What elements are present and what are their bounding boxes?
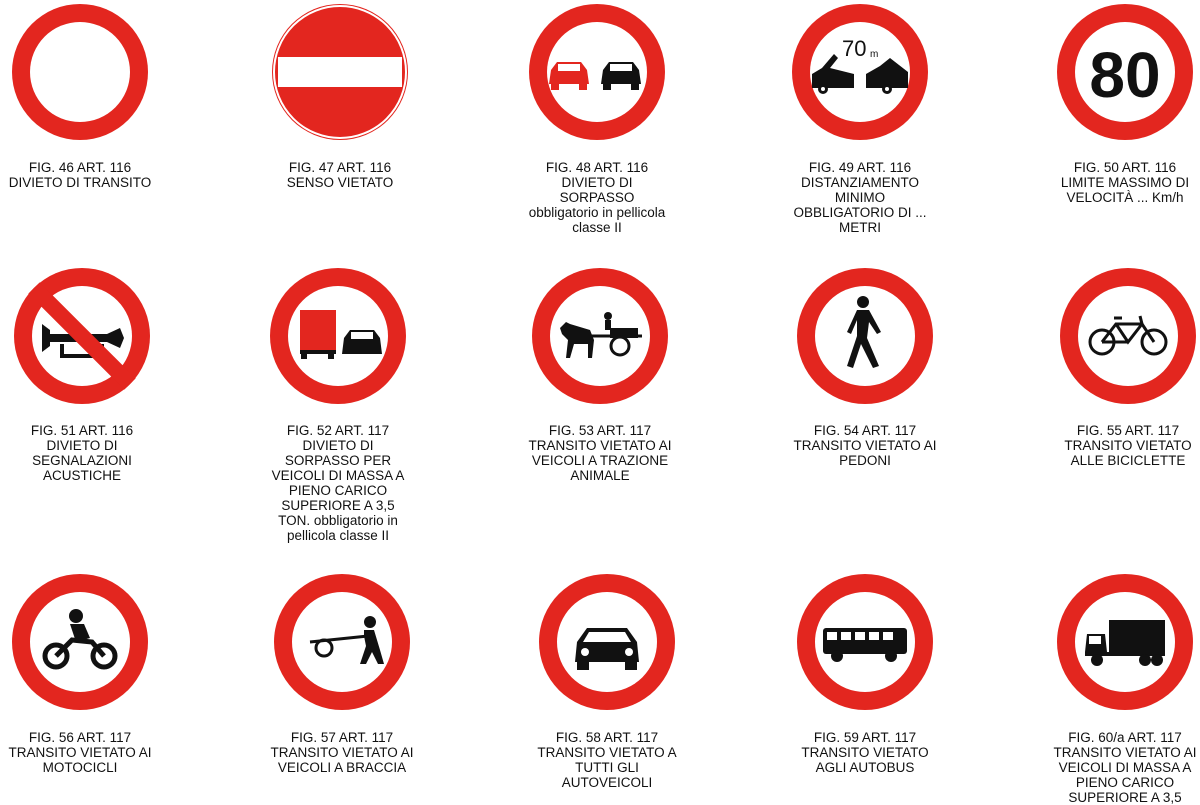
caption-line: DIVIETO DI TRANSITO xyxy=(8,175,152,190)
caption-line: PIENO CARICO xyxy=(1075,775,1175,790)
figure-reference: FIG. 58 ART. 117 xyxy=(555,730,659,745)
figure-reference: FIG. 52 ART. 117 xyxy=(286,423,390,438)
distance-value: 70 xyxy=(842,36,867,61)
caption-line: obbligatorio in pellicola xyxy=(528,205,666,220)
caption-line: classe II xyxy=(572,220,622,235)
caption-line: TRANSITO VIETATO xyxy=(801,745,929,760)
caption-fig-56 xyxy=(0,730,175,775)
caption-line: VEICOLI A BRACCIA xyxy=(277,760,407,775)
caption-fig-60a xyxy=(1030,730,1200,805)
no-motorcycles-icon xyxy=(10,572,150,712)
caption-line: LIMITE MASSIMO DI xyxy=(1060,175,1190,190)
caption-line: DIVIETO DI xyxy=(561,175,633,190)
figure-reference: FIG. 49 ART. 116 xyxy=(808,160,912,175)
sign-fig-58 xyxy=(537,572,677,712)
caption-fig-54 xyxy=(770,423,960,468)
sign-fig-53 xyxy=(530,266,670,406)
caption-line: VELOCITÀ ... Km/h xyxy=(1066,190,1184,205)
no-entry-icon xyxy=(270,2,410,142)
no-animal-drawn-vehicles-icon xyxy=(530,266,670,406)
caption-line: MOTOCICLI xyxy=(42,760,118,775)
figure-reference: FIG. 48 ART. 116 xyxy=(545,160,649,175)
figure-reference: FIG. 57 ART. 117 xyxy=(290,730,394,745)
caption-line: TRANSITO VIETATO AI xyxy=(793,438,937,453)
sign-fig-48 xyxy=(527,2,667,142)
sign-fig-52 xyxy=(268,266,408,406)
caption-line: AUTOVEICOLI xyxy=(561,775,653,790)
caption-line: pellicola classe II xyxy=(286,528,390,543)
sign-fig-57 xyxy=(272,572,412,712)
caption-line: VEICOLI DI MASSA A xyxy=(1058,760,1192,775)
speed-limit-value: 80 xyxy=(1089,39,1161,111)
caption-fig-58 xyxy=(512,730,702,790)
caption-line: METRI xyxy=(839,220,881,235)
caption-fig-59 xyxy=(770,730,960,775)
caption-line: SEGNALAZIONI xyxy=(32,453,132,468)
caption-line: TRANSITO VIETATO A xyxy=(537,745,677,760)
caption-line: ANIMALE xyxy=(570,468,630,483)
figure-reference: FIG. 55 ART. 117 xyxy=(1076,423,1180,438)
caption-fig-57 xyxy=(247,730,437,775)
caption-line: TRANSITO VIETATO AI xyxy=(1053,745,1197,760)
caption-line: OBBLIGATORIO DI ... xyxy=(793,205,927,220)
figure-reference: FIG. 47 ART. 116 xyxy=(288,160,392,175)
caption-fig-53 xyxy=(505,423,695,483)
caption-line: SORPASSO PER xyxy=(284,453,392,468)
caption-line: TRANSITO VIETATO AI xyxy=(8,745,152,760)
caption-line: DIVIETO DI xyxy=(302,438,374,453)
caption-line: PIENO CARICO xyxy=(288,483,388,498)
figure-reference: FIG. 60/a ART. 117 xyxy=(1068,730,1182,745)
caption-fig-48 xyxy=(502,160,692,235)
no-handcarts-icon xyxy=(272,572,412,712)
sign-fig-54 xyxy=(795,266,935,406)
sign-fig-50 xyxy=(1055,2,1195,142)
caption-fig-55 xyxy=(1033,423,1200,468)
no-transit-icon xyxy=(10,2,150,142)
caption-line: TRANSITO VIETATO AI xyxy=(528,438,672,453)
caption-line: TUTTI GLI xyxy=(575,760,639,775)
caption-line: AGLI AUTOBUS xyxy=(815,760,915,775)
caption-fig-50 xyxy=(1030,160,1200,205)
sign-fig-47 xyxy=(270,2,410,142)
no-motor-vehicles-icon xyxy=(537,572,677,712)
caption-fig-46 xyxy=(0,160,175,190)
caption-line: MINIMO xyxy=(834,190,886,205)
caption-line: DISTANZIAMENTO xyxy=(800,175,919,190)
distance-unit: m xyxy=(870,49,879,60)
sign-fig-60a xyxy=(1055,572,1195,712)
sign-fig-56 xyxy=(10,572,150,712)
minimum-distance-icon xyxy=(790,2,930,142)
caption-line: TON. obbligatorio in xyxy=(278,513,398,528)
figure-reference: FIG. 50 ART. 116 xyxy=(1073,160,1177,175)
caption-fig-49 xyxy=(765,160,955,235)
sign-fig-51 xyxy=(12,266,152,406)
caption-line: TRANSITO VIETATO AI xyxy=(270,745,414,760)
figure-reference: FIG. 54 ART. 117 xyxy=(813,423,917,438)
no-buses-icon xyxy=(795,572,935,712)
caption-line: PEDONI xyxy=(839,453,891,468)
caption-line: ALLE BICICLETTE xyxy=(1070,453,1186,468)
speed-limit-icon xyxy=(1055,2,1195,142)
figure-reference: FIG. 59 ART. 117 xyxy=(813,730,917,745)
sign-fig-55 xyxy=(1058,266,1198,406)
no-overtaking-icon xyxy=(527,2,667,142)
no-truck-overtaking-icon xyxy=(268,266,408,406)
sign-fig-49 xyxy=(790,2,930,142)
figure-reference: FIG. 46 ART. 116 xyxy=(28,160,132,175)
no-horn-icon xyxy=(12,266,152,406)
caption-line: VEICOLI A TRAZIONE xyxy=(531,453,669,468)
caption-line: SENSO VIETATO xyxy=(286,175,394,190)
caption-line: SUPERIORE A 3,5 xyxy=(1068,790,1182,805)
caption-line: SORPASSO xyxy=(559,190,635,205)
figure-reference: FIG. 51 ART. 116 xyxy=(30,423,134,438)
caption-line: SUPERIORE A 3,5 xyxy=(281,498,395,513)
no-heavy-trucks-icon xyxy=(1055,572,1195,712)
caption-fig-51 xyxy=(0,423,177,483)
caption-line: VEICOLI DI MASSA A xyxy=(271,468,405,483)
caption-line: DIVIETO DI xyxy=(46,438,118,453)
figure-reference: FIG. 56 ART. 117 xyxy=(28,730,132,745)
no-bicycles-icon xyxy=(1058,266,1198,406)
caption-fig-52 xyxy=(243,423,433,543)
figure-reference: FIG. 53 ART. 117 xyxy=(548,423,652,438)
sign-fig-46 xyxy=(10,2,150,142)
caption-line: ACUSTICHE xyxy=(42,468,121,483)
sign-fig-59 xyxy=(795,572,935,712)
caption-fig-47 xyxy=(245,160,435,190)
caption-line: TRANSITO VIETATO xyxy=(1064,438,1192,453)
no-pedestrians-icon xyxy=(795,266,935,406)
